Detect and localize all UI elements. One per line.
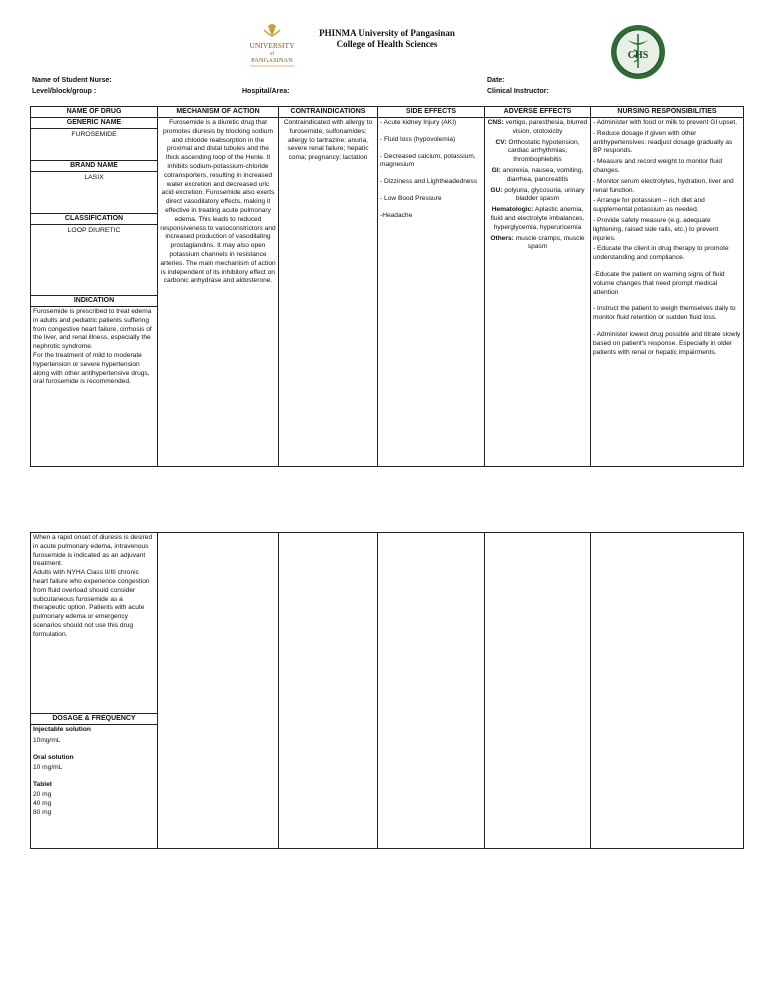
contraindications-cell — [279, 118, 378, 467]
header-contraindications: CONTRAINDICATIONS — [279, 107, 378, 118]
drug-name-cell-continued — [31, 533, 158, 849]
classification-value: LOOP DIURETIC — [67, 227, 121, 234]
side-effects-cell — [378, 118, 485, 467]
generic-name-label: GENERIC NAME — [31, 118, 157, 129]
empty-cell — [279, 533, 378, 849]
indication-text-continued: When a rapid onset of diuresis is desired in acute pulmonary edema, intravenous furosemide is indicated as an adjuvant treatment. Adults with NYHA Class II/III chronic heart failure who experience congestion from fluid overload should consider subcutaneous furosemide as a therapeutic option. Patients with acute pulmonary edema or emergency scenarios should not use this drug formulation. — [33, 534, 153, 638]
chs-seal-logo — [610, 24, 666, 80]
college-name: College of Health Sciences — [336, 39, 438, 49]
clinical-instructor-label: Clinical Instructor: — [487, 88, 549, 95]
adverse-effect-item: CV: Orthostatic hypotension, cardiac arrhythmias, thrombophlebitis — [495, 138, 580, 164]
drug-study-table — [30, 106, 744, 467]
empty-cell — [591, 533, 744, 849]
university-logo — [240, 22, 304, 74]
contraindications-text: Contraindicated with allergy to furosemide, sulfonamides; allergy to tartrazine; anuria, severe renal failure; hepatic coma; pregnancy; lactation — [283, 119, 373, 162]
adverse-effect-item: Others: muscle cramps, muscle spasm — [490, 234, 585, 251]
table-row — [31, 118, 744, 467]
header-nursing: NURSING RESPONSIBILITIES — [591, 107, 744, 118]
dosage-form: Tablet — [33, 781, 52, 789]
nursing-item: -Educate the patient on warning signs of fluid volume changes that need prompt medical attention — [593, 270, 725, 296]
indication-label: INDICATION — [31, 295, 157, 307]
nursing-item: - Measure and record weight to monitor fluid changes. — [593, 158, 723, 174]
generic-name-value: FUROSEMIDE — [71, 131, 117, 138]
brand-name-value: LASIX — [84, 174, 104, 181]
nursing-item: - Educate the client in drug therapy to promote understanding and compliance. — [593, 245, 729, 262]
empty-cell — [378, 533, 485, 849]
side-effect-item: -Headache — [380, 211, 413, 219]
dosage-form: Oral solution — [33, 753, 74, 761]
student-nurse-label: Name of Student Nurse: — [32, 77, 112, 84]
institution-title — [312, 28, 462, 50]
side-effect-item: - Fluid loss (hypovolemia) — [380, 135, 456, 143]
dosage-value: 40 mg — [33, 799, 52, 807]
dosage-value: 80 mg — [33, 808, 52, 816]
nursing-item: - Monitor serum electrolytes, hydration, liver and renal function. — [593, 177, 734, 194]
university-name: PHINMA University of Pangasinan — [319, 28, 455, 38]
dosage-label: DOSAGE & FREQUENCY — [31, 713, 157, 725]
brand-name-label: BRAND NAME — [31, 160, 157, 172]
indication-text: Furosemide is prescribed to treat edema in adults and pediatric patients suffering from congestive heart failure, cirrhosis of the liver, and renal illness, especially the nephrotic syndrome. For the treatment of mild to moderate hypertension or severe hypertension along with other antihypertensive drugs, oral furosemide is recommended. — [33, 308, 152, 386]
svg-text:CHS: CHS — [627, 50, 649, 61]
nursing-item: - Arrange for potassium – rich diet and supplemental potassium as needed. — [593, 197, 705, 214]
adverse-effect-item: GU: polyuria, glycosuria, urinary bladder spasm — [490, 186, 585, 203]
svg-text:PANGASINAN: PANGASINAN — [251, 57, 293, 64]
nursing-item: - Reduce dosage if given with other antihypertensives: readjust dosage gradually as BP responds. — [593, 129, 733, 155]
side-effect-item: - Acute kidney Injury (AKI) — [380, 119, 457, 126]
svg-text:of: of — [269, 52, 275, 57]
dosage-value: 10 mg/mL — [33, 764, 63, 772]
nursing-item: - Provide safety measure (e.g. adequate lightening, raised side rails, etc.) to prevent injuries. — [593, 216, 719, 242]
mechanism-text: Furosemide is a diuretic drug that promotes diuresis by blocking sodium and chloride reabsorption in the proximal and distal tubules and the thick ascending loop of the Henle. It inhibits sodium-potassium-chloride cotransporters, resulting in increased water excretion and decreased uric acid excretion. Furosemide also exerts direct vasodilatory effects, making it effective in treating acute pulmonary edema. This leads to reduced responsiveness to vasoconstrictors and increased production of vasodilating prostaglandins. It may also open potassium channels in resistance arteries. The main mechanism of action is independent of its inhibitory effect on carbonic anhydrase and aldosterone. — [160, 119, 276, 285]
dosage-value: 10mg/mL — [33, 736, 61, 744]
hospital-area-label: Hospital/Area: — [242, 88, 290, 95]
drug-name-cell — [31, 118, 158, 467]
adverse-effect-item: CNS: vertigo, paresthesia, blurred vision, ototoxicity — [487, 119, 588, 135]
adverse-effect-item: GI: anorexia, nausea, vomiting, diarrhea, pancreatitis — [491, 166, 584, 183]
level-block-group-label: Level/block/group : — [32, 88, 97, 95]
nursing-cell — [591, 118, 744, 467]
table-header-row — [31, 107, 744, 118]
side-effect-item: - Dizziness and Lightheadedness — [380, 178, 478, 186]
table-row — [31, 533, 744, 849]
svg-text:UNIVERSITY: UNIVERSITY — [249, 41, 295, 50]
empty-cell — [485, 533, 591, 849]
header-side-effects: SIDE EFFECTS — [378, 107, 485, 118]
dosage-value: 20 mg — [33, 790, 52, 798]
header-drug-name: NAME OF DRUG — [31, 107, 158, 118]
empty-cell — [158, 533, 279, 849]
mechanism-cell — [158, 118, 279, 467]
adverse-effect-item: Hematologic: Aplastic anemia, fluid and electrolyte imbalances, hyperglycemia, hyperuricemia — [490, 206, 585, 231]
side-effect-item: - Decreased calcium, potassium, magnesium — [380, 152, 476, 169]
nursing-item: - Administer lowest drug possible and titrate slowly based on patient's response. Especially in older patients with renal or hepatic impairments. — [593, 330, 741, 356]
adverse-effects-cell — [485, 118, 591, 467]
classification-label: CLASSIFICATION — [31, 213, 157, 225]
dosage-form: Injectable solution — [33, 726, 91, 733]
nursing-item: - Administer with food or milk to prevent GI upset. — [593, 119, 738, 126]
side-effect-item: - Low Bood Pressure — [380, 194, 442, 202]
header-mechanism: MECHANISM OF ACTION — [158, 107, 279, 118]
header-adverse-effects: ADVERSE EFFECTS — [485, 107, 591, 118]
date-label: Date: — [487, 77, 505, 84]
drug-study-continuation-table — [30, 532, 744, 849]
nursing-item: - Instruct the patient to weigh themselves daily to monitor fluid retention or sudden fluid loss. — [593, 305, 736, 322]
